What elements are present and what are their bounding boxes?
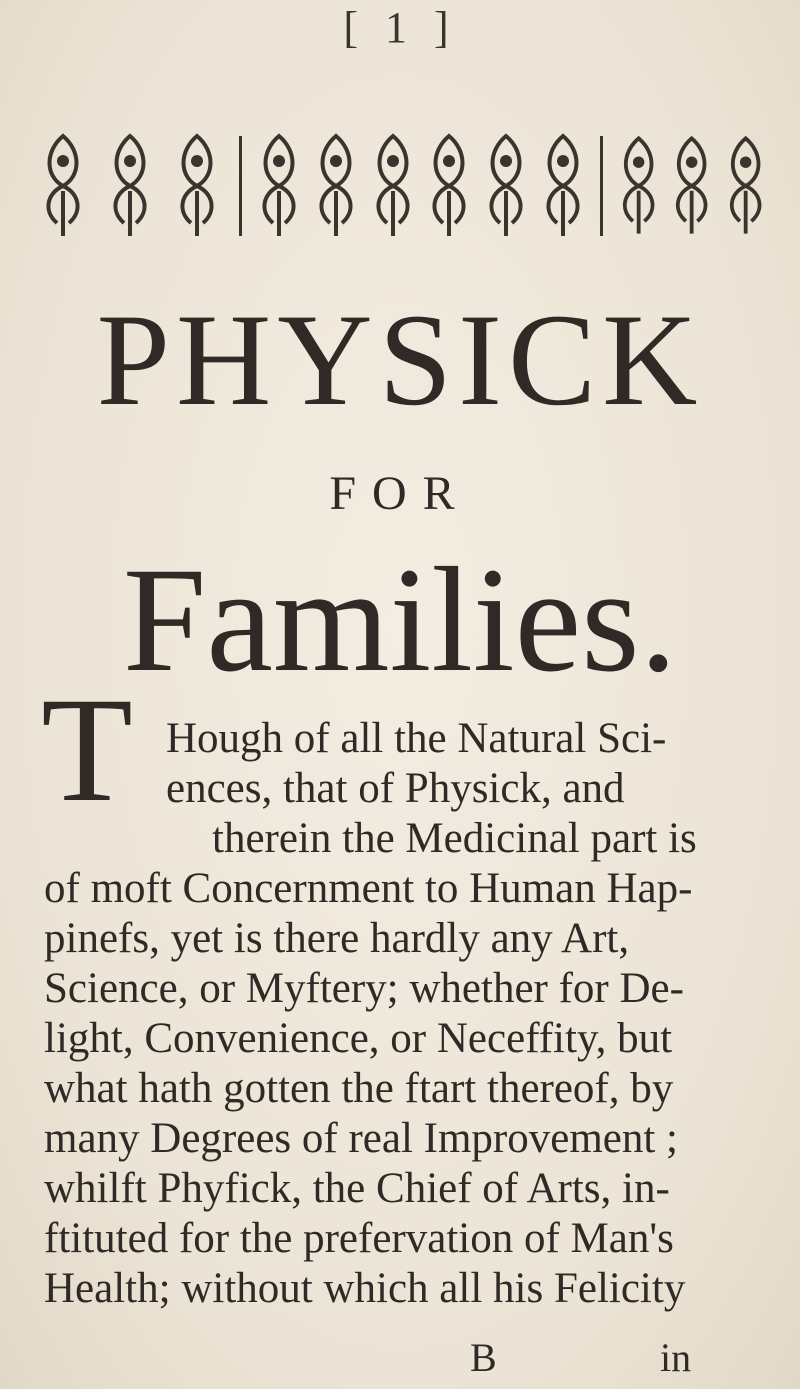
fleuron-ornament	[478, 131, 534, 241]
fleuron-ornament	[35, 131, 91, 241]
title-for: FOR	[329, 467, 471, 520]
drop-cap: T	[41, 690, 133, 800]
fleuron-ornament	[665, 131, 718, 241]
ornament-divider	[600, 136, 603, 236]
body-line: whilft Phyfick, the Chief of Arts, in-	[44, 1165, 670, 1212]
fleuron-ornament	[308, 131, 364, 241]
title-families: Families.	[122, 537, 678, 703]
fleuron-ornament	[365, 131, 421, 241]
fleuron-ornament	[535, 131, 591, 241]
fleuron-ornament	[251, 131, 307, 241]
body-line: light, Convenience, or Neceffity, but	[44, 1015, 673, 1062]
ornament-group-right	[612, 128, 772, 244]
ornament-band	[30, 128, 772, 244]
body-line: Science, or Myftery; whether for De-	[44, 965, 684, 1012]
body-line: what hath gotten the ftart thereof, by	[44, 1065, 674, 1112]
page-footer	[0, 1332, 800, 1384]
signature-mark: B	[470, 1335, 497, 1380]
fleuron-ornament	[719, 131, 772, 241]
body-line: ences, that of Physick, and	[166, 765, 625, 812]
ornament-group-center	[251, 128, 591, 244]
page-number: [ 1 ]	[343, 3, 457, 52]
ornament-group-left	[30, 128, 230, 244]
fleuron-ornament	[169, 131, 225, 241]
title-physick: PHYSICK	[96, 286, 704, 433]
body-line: therein the Medicinal part is	[212, 815, 697, 862]
fleuron-ornament	[102, 131, 158, 241]
fleuron-ornament	[612, 131, 665, 241]
body-line: Hough of all the Natural Sci-	[166, 715, 667, 762]
body-line: pinefs, yet is there hardly any Art,	[44, 915, 630, 962]
catchword: in	[660, 1335, 692, 1380]
body-line: of moft Concernment to Human Hap-	[44, 865, 693, 912]
body-line: ftituted for the prefervation of Man's	[44, 1215, 674, 1262]
body-line: Health; without which all his Felicity	[44, 1265, 686, 1312]
body-line: many Degrees of real Improvement ;	[44, 1115, 678, 1162]
ornament-divider	[239, 136, 242, 236]
fleuron-ornament	[421, 131, 477, 241]
